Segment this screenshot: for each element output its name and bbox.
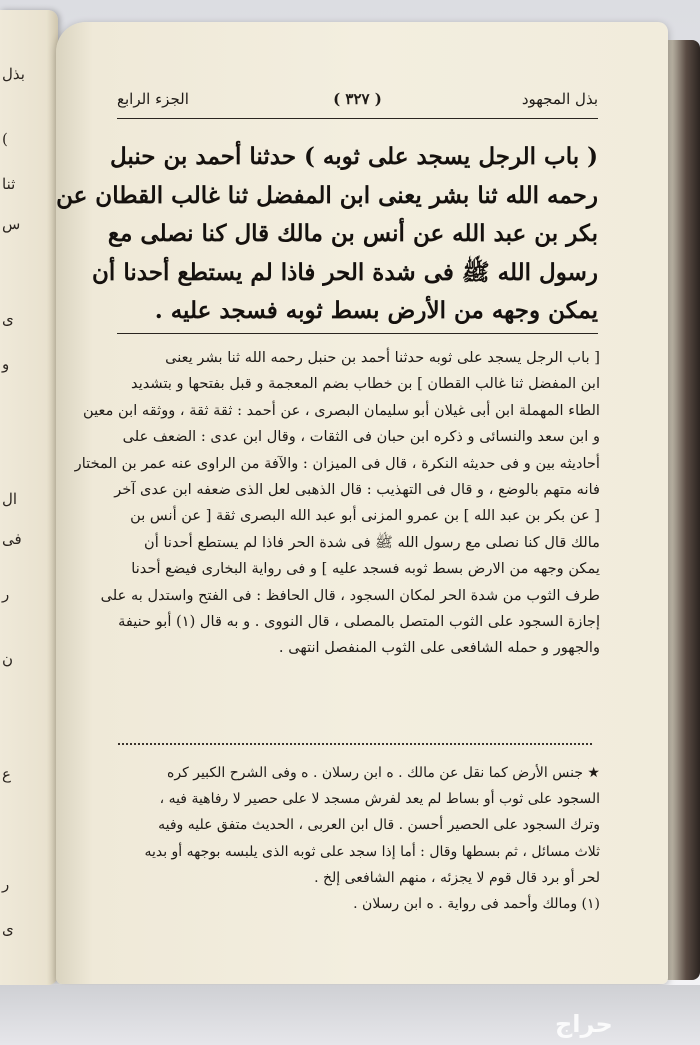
left-page-text: ( — [2, 130, 8, 148]
commentary-line: و ابن سعد والنسائى و ذكره ابن حبان فى الثقات ، وقال ابن عدى : الضعف على — [122, 428, 600, 446]
left-page-text: ال — [2, 490, 18, 508]
commentary-line: [ عن بكر بن عبد الله ] بن عمرو المزنى أبو عبد الله البصرى ثقة [ عن أنس بن — [130, 507, 600, 525]
footnote-line: (١) ومالك وأحمد فى رواية . ه ابن رسلان . — [353, 896, 600, 913]
footnote-line: السجود على ثوب أو بساط لم يعد لفرش مسجد لا على حصير لا رفاهية فيه ، — [159, 791, 600, 808]
hadith-text — [56, 138, 598, 331]
hadith-line: يمكن وجهه من الأرض بسط ثوبه فسجد عليه . — [154, 297, 598, 324]
hadith-line: بكر بن عبد الله عن أنس بن مالك قال كنا نصلى مع — [107, 220, 598, 247]
footnotes — [118, 760, 600, 917]
left-page-text: ر — [2, 875, 10, 893]
left-page-text: ع — [2, 765, 11, 783]
commentary-line: طرف الثوب من شدة الحر لمكان السجود ، قال الحافظ : فى الفتح واستدل به على — [100, 586, 600, 604]
commentary-text — [74, 345, 600, 662]
header-rule — [117, 118, 598, 119]
volume-label: الجزء الرابع — [117, 90, 189, 108]
commentary-line: فانه متهم بالوضع ، و قال فى التهذيب : قال الذهبى لعل الذى ضعفه ابن عدى آخر — [114, 481, 600, 499]
commentary-line: والجهور و حمله الشافعى على الثوب المنفصل انتهى . — [278, 639, 600, 657]
footnote-line: ثلاث مسائل ، ثم بسطها وقال : أما إذا سجد على ثوبه الذى يلبسه بوجهه أو بديه — [144, 843, 600, 860]
commentary-line: إجازة السجود على الثوب المتصل بالمصلى ، قال النووى . و به قال (١) أبو حنيفة — [118, 613, 600, 631]
hadith-line: ( باب الرجل يسجد على ثوبه ) حدثنا أحمد بن حنبل — [109, 143, 598, 170]
book-title: بذل المجهود — [521, 90, 598, 108]
left-page-text: ر — [2, 585, 10, 603]
commentary-line: أحاديثه بين و فى حديثه النكرة ، قال فى الميزان : والآفة من الراوى عنه عمر بن المختار — [74, 454, 600, 472]
left-page-text: ن — [2, 650, 14, 668]
page-number: ( ٣٢٧ ) — [333, 90, 382, 108]
left-page-text: ثنا — [2, 175, 16, 193]
left-page — [0, 10, 58, 985]
section-rule — [117, 333, 598, 334]
hadith-line: رسول الله ﷺ فى شدة الحر فاذا لم يستطع أحدنا أن — [92, 258, 598, 286]
footnote-divider — [118, 743, 592, 745]
left-page-text: ى — [2, 310, 14, 328]
footnote-line: وترك السجود على الحصير أحسن . قال ابن العربى ، الحديث متفق عليه وفيه — [158, 817, 600, 834]
left-page-text: س — [2, 215, 21, 233]
footnote-line: ★ جنس الأرض كما نقل عن مالك . ه ابن رسلان . ه وفى الشرح الكبير كره — [167, 765, 600, 781]
commentary-line: يمكن وجهه من الارض بسط ثوبه فسجد عليه ] و فى رواية البخارى فيضع أحدنا — [131, 560, 600, 578]
left-page-text: ى — [2, 920, 14, 938]
footnote-line: لحر أو برد قال قوم لا يجزئه ، منهم الشافعى إلخ . — [314, 869, 600, 886]
hadith-line: رحمه الله ثنا بشر يعنى ابن المفضل ثنا غالب القطان عن — [56, 181, 598, 209]
left-page-text: و — [2, 355, 10, 373]
left-page-text: بذل — [2, 65, 25, 83]
commentary-line: [ باب الرجل يسجد على ثوبه حدثنا أحمد بن حنبل رحمه الله ثنا بشر يعنى — [165, 349, 600, 366]
page-header — [117, 90, 598, 116]
watermark-logo: حراج — [555, 1010, 613, 1038]
left-page-text: فى — [2, 530, 22, 548]
commentary-line: مالك قال كنا نصلى مع رسول الله ﷺ فى شدة الحر فاذا لم يستطع أحدنا أن — [144, 533, 600, 551]
commentary-line: الطاء المهملة ابن أبى غيلان أبو سليمان البصرى ، عن أحمد : ثقة ثقة ، ووثقه ابن معين — [83, 401, 600, 419]
commentary-line: ابن المفضل ثنا غالب القطان ] بن خطاب بضم المعجمة و قبل بفتحها و بتشديد — [131, 375, 600, 393]
